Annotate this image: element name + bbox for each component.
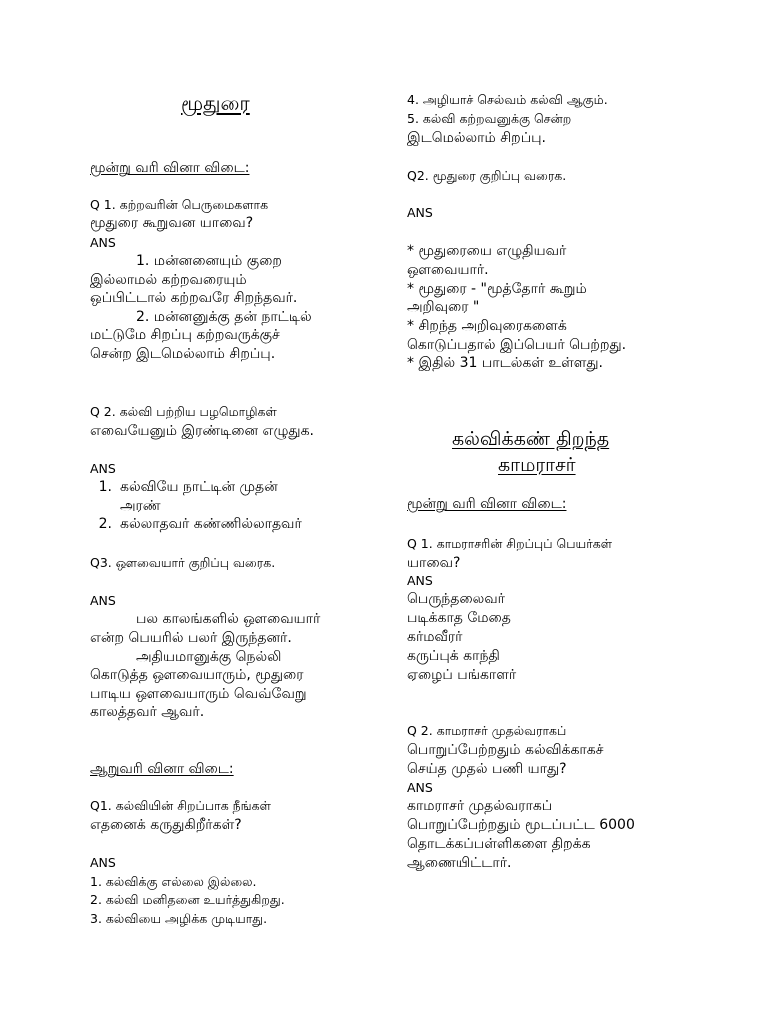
question-line: எதனைக் கருதுகிறீர்கள்? [90,817,242,833]
question-line: Q 1. காமராசரின் சிறப்புப் பெயர்கள் [407,536,613,551]
answer-line: பாடிய ஔவையாரும் வெவ்வேறு [90,686,307,702]
answer-line: * இதில் 31 பாடல்கள் உள்ளது. [407,355,603,371]
answer-line: காமராசர் முதல்வராகப் [407,798,553,814]
answer-label: ANS [407,780,433,795]
list-number: 2. [98,516,112,532]
answer-line: கர்மவீரர் [407,629,463,645]
question-line: யாவை? [407,555,461,571]
answer-line: * மூதுரையை எழுதியவர் [407,243,567,259]
answer-line: இடமெல்லாம் சிறப்பு. [407,130,546,146]
section-heading-three-line: மூன்று வரி வினா விடை: [90,160,250,176]
answer-line: என்ற பெயரில் பலர் இருந்தனர். [90,630,292,646]
answer-line: 2. கல்வி மனிதனை உயர்த்துகிறது. [90,892,285,907]
section-title: காமராசர் [498,454,576,476]
question-line: Q2. மூதுரை குறிப்பு வரைக. [407,168,567,183]
question-line: செய்த முதல் பணி யாது? [407,761,567,777]
answer-line: அறிவுரை " [407,299,480,315]
answer-line: பல காலங்களில் ஔவையார் [136,611,321,627]
section-heading-six-line: ஆறுவரி வினா விடை: [90,761,234,777]
list-number: 1. [98,479,112,495]
answer-line: ஏழைப் பங்காளர் [407,667,517,683]
answer-line: 2. மன்னனுக்கு தன் நாட்டில் [136,309,312,325]
list-item [82,478,278,497]
answer-line: பொறுப்பேற்றதும் மூடப்பட்ட 6000 [407,817,635,833]
answer-line: 5. கல்வி கற்றவனுக்கு சென்ற [407,111,572,126]
question-line: Q 2. காமராசர் முதல்வராகப் [407,723,567,738]
answer-line: 4. அழியாச் செல்வம் கல்வி ஆகும். [407,92,608,107]
answer-label: ANS [90,461,116,476]
answer-line: ஆணையிட்டார். [407,855,512,871]
answer-label: ANS [90,235,116,250]
answer-label: ANS [90,593,116,608]
answer-line: தொடக்கப்பள்ளிகளை திறக்க [407,836,591,852]
answer-line: ஔவையார். [407,262,489,278]
list-text: கல்லாதவர் கண்ணில்லாதவர் [120,516,302,532]
answer-line: ஒப்பிட்டால் கற்றவரே சிறந்தவர். [90,290,298,306]
answer-line: * சிறந்த அறிவுரைகளைக் [407,318,567,334]
question-line: எவையேனும் இரண்டினை எழுதுக. [90,423,314,439]
answer-line: 3. கல்வியை அழிக்க முடியாது. [90,911,268,926]
section-title: கல்விக்கண் திறந்த [452,428,610,450]
question-line: Q3. ஔவையார் குறிப்பு வரைக. [90,555,276,570]
answer-line: இல்லாமல் கற்றவரையும் [90,272,247,288]
answer-line: சென்ற இடமெல்லாம் சிறப்பு. [90,346,276,362]
answer-line: அதியமானுக்கு நெல்லி [136,649,282,665]
section-heading-three-line: மூன்று வரி வினா விடை: [407,496,567,512]
question-line: பொறுப்பேற்றதும் கல்விக்காகச் [407,742,604,758]
answer-label: ANS [407,205,433,220]
answer-line: படிக்காத மேதை [407,610,511,626]
answer-line: மட்டுமே சிறப்பு கற்றவருக்குச் [90,327,280,343]
question-line: Q 1. கற்றவரின் பெருமைகளாக [90,197,269,212]
question-line: Q 2. கல்வி பற்றிய பழமொழிகள் [90,404,277,419]
answer-line: பெருந்தலைவர் [407,591,505,607]
list-item [82,515,302,534]
answer-line: கொடுத்த ஔவையாரும், மூதுரை [90,667,304,683]
answer-label: ANS [90,855,116,870]
question-line: Q1. கல்வியின் சிறப்பாக நீங்கள் [90,798,271,813]
answer-line: 1. மன்னனையும் குறை [136,253,282,269]
question-line: மூதுரை கூறுவன யாவை? [90,215,254,231]
answer-line: காலத்தவர் ஆவர். [90,704,205,720]
answer-label: ANS [407,573,433,588]
list-text-cont: அரண் [120,498,161,514]
answer-line: கருப்புக் காந்தி [407,648,500,664]
answer-line: 1. கல்விக்கு எல்லை இல்லை. [90,874,257,889]
answer-line: * மூதுரை - "மூத்தோர் கூறும் [407,281,587,297]
list-text: கல்வியே நாட்டின் முதன் [120,479,278,495]
page-title: மூதுரை [181,91,250,115]
answer-line: கொடுப்பதால் இப்பெயர் பெற்றது. [407,337,627,353]
